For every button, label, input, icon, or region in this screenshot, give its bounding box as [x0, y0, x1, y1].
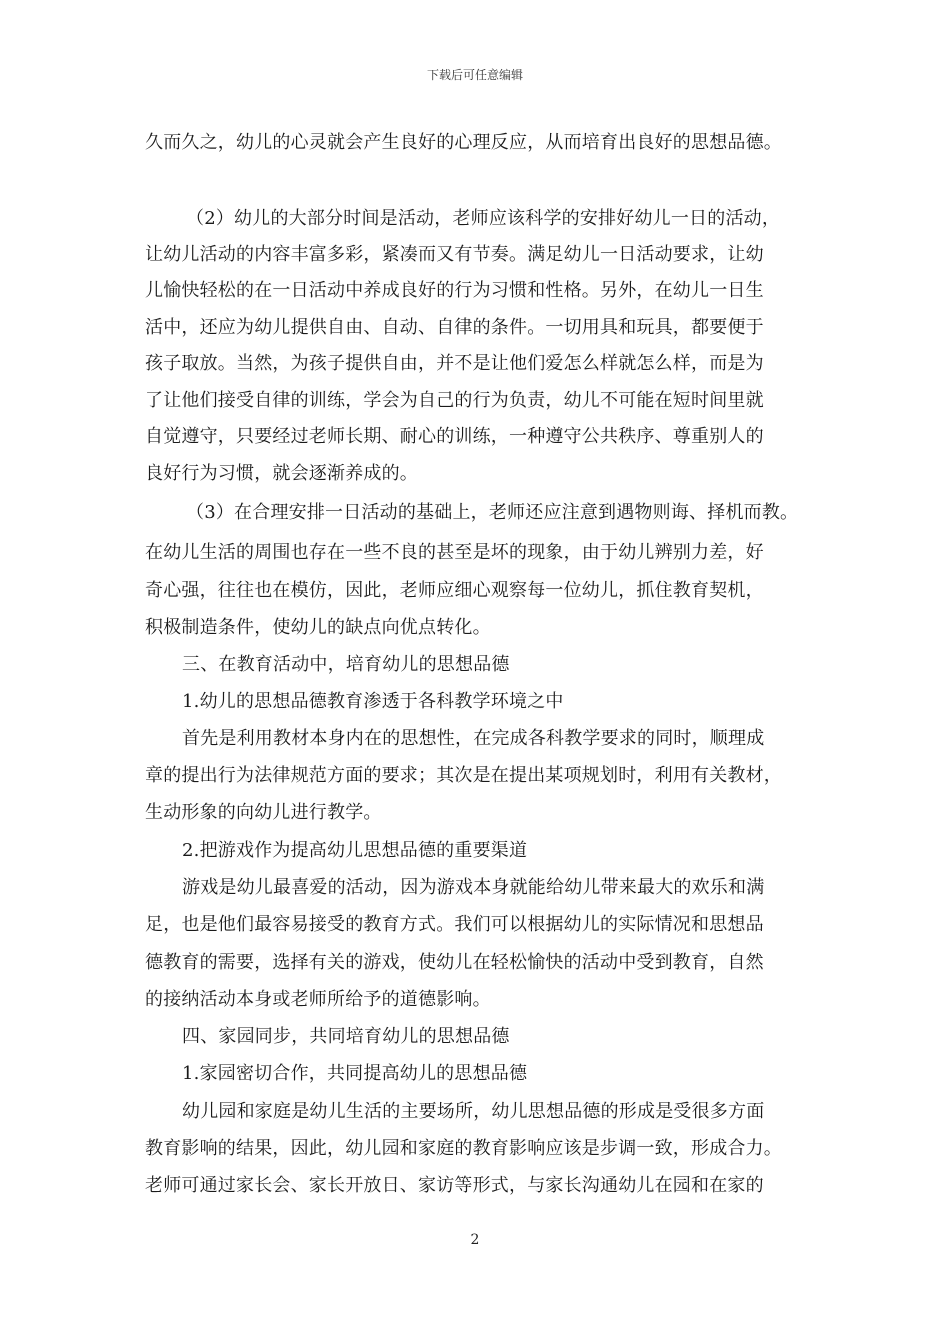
- text-line: 儿愉快轻松的在一日活动中养成良好的行为习惯和性格。另外，在幼儿一日生: [145, 280, 764, 301]
- text-line: 奇心强，往往也在模仿，因此，老师应细心观察每一位幼儿，抓住教育契机，: [145, 580, 764, 601]
- text-line: 孩子取放。当然，为孩子提供自由，并不是让他们爱怎么样就怎么样，而是为: [145, 353, 764, 374]
- text-line: 幼儿园和家庭是幼儿生活的主要场所，幼儿思想品德的形成是受很多方面: [182, 1101, 765, 1122]
- text-line: 积极制造条件，使幼儿的缺点向优点转化。: [145, 617, 491, 638]
- text-line: 章的提出行为法律规范方面的要求；其次是在提出某项规划时，利用有关教材，: [145, 765, 782, 786]
- text-line: 良好行为习惯，就会逐渐养成的。: [145, 463, 418, 484]
- text-line: 让幼儿活动的内容丰富多彩，紧凑而又有节奏。满足幼儿一日活动要求，让幼: [145, 244, 764, 265]
- text-line: 老师可通过家长会、家长开放日、家访等形式，与家长沟通幼儿在园和在家的: [145, 1175, 764, 1196]
- subsection-heading: 2.把游戏作为提高幼儿思想品德的重要渠道: [182, 840, 528, 861]
- text-line: 久而久之，幼儿的心灵就会产生良好的心理反应，从而培育出良好的思想品德。: [145, 132, 782, 153]
- text-line: 在幼儿生活的周围也存在一些不良的甚至是坏的现象，由于幼儿辨别力差，好: [145, 542, 764, 563]
- text-line: 足，也是他们最容易接受的教育方式。我们可以根据幼儿的实际情况和思想品: [145, 914, 764, 935]
- section-heading: 三、在教育活动中，培育幼儿的思想品德: [182, 654, 510, 675]
- text-line: （3）在合理安排一日活动的基础上，老师还应注意到遇物则诲、择机而教。: [186, 502, 799, 523]
- subsection-heading: 1.幼儿的思想品德教育渗透于各科教学环境之中: [182, 691, 564, 712]
- text-line: 生动形象的向幼儿进行教学。: [145, 802, 382, 823]
- text-line: 德教育的需要，选择有关的游戏，使幼儿在轻松愉快的活动中受到教育，自然: [145, 952, 764, 973]
- text-line: 了让他们接受自律的训练，学会为自己的行为负责，幼儿不可能在短时间里就: [145, 390, 764, 411]
- text-line: 自觉遵守，只要经过老师长期、耐心的训练，一种遵守公共秩序、尊重别人的: [145, 426, 764, 447]
- text-line: 的接纳活动本身或老师所给予的道德影响。: [145, 989, 491, 1010]
- text-line: 活中，还应为幼儿提供自由、自动、自律的条件。一切用具和玩具，都要便于: [145, 317, 764, 338]
- page-number: 2: [470, 1232, 480, 1248]
- text-line: 首先是利用教材本身内在的思想性，在完成各科教学要求的同时，顺理成: [182, 728, 765, 749]
- text-line: （2）幼儿的大部分时间是活动，老师应该科学的安排好幼儿一日的活动，: [186, 208, 781, 229]
- text-line: 教育影响的结果，因此，幼儿园和家庭的教育影响应该是步调一致，形成合力。: [145, 1138, 782, 1159]
- subsection-heading: 1.家园密切合作，共同提高幼儿的思想品德: [182, 1063, 528, 1084]
- text-line: 游戏是幼儿最喜爱的活动，因为游戏本身就能给幼儿带来最大的欢乐和满: [182, 877, 765, 898]
- page-header: 下载后可任意编辑: [426, 68, 523, 82]
- section-heading: 四、家园同步，共同培育幼儿的思想品德: [182, 1026, 510, 1047]
